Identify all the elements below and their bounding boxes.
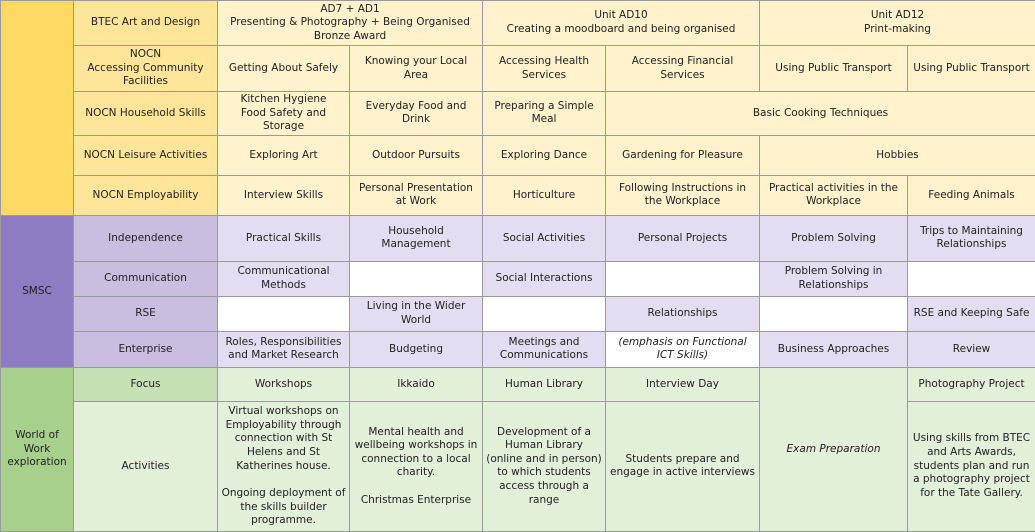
exam-preparation-cell: Exam Preparation bbox=[760, 367, 908, 531]
row-label: NOCN Accessing Community Facilities bbox=[74, 46, 218, 92]
table-cell: Preparing a Simple Meal bbox=[483, 92, 606, 136]
nocn-row bbox=[1, 92, 1035, 136]
table-cell: Problem Solving bbox=[760, 215, 908, 261]
empty-cell bbox=[218, 296, 350, 331]
work-focus-row bbox=[1, 367, 1035, 401]
table-cell: Social Activities bbox=[483, 215, 606, 261]
header-row bbox=[1, 1, 1035, 46]
table-cell: Outdoor Pursuits bbox=[350, 135, 483, 175]
table-cell: Gardening for Pleasure bbox=[606, 135, 760, 175]
empty-cell bbox=[483, 296, 606, 331]
table-cell: Meetings and Communications bbox=[483, 331, 606, 367]
table-cell: Social Interactions bbox=[483, 261, 606, 296]
empty-cell bbox=[350, 261, 483, 296]
smsc-row bbox=[1, 215, 1035, 261]
row-label: Activities bbox=[74, 401, 218, 531]
row-label: Communication bbox=[74, 261, 218, 296]
table-cell: Interview Skills bbox=[218, 175, 350, 215]
table-cell: Using Public Transport bbox=[908, 46, 1035, 92]
table-cell: Household Management bbox=[350, 215, 483, 261]
row-label: RSE bbox=[74, 296, 218, 331]
table-cell: Trips to Maintaining Relationships bbox=[908, 215, 1035, 261]
table-cell: (emphasis on Functional ICT Skills) bbox=[606, 331, 760, 367]
row-label: NOCN Leisure Activities bbox=[74, 135, 218, 175]
table-cell: Basic Cooking Techniques bbox=[606, 92, 1035, 136]
btec-label: BTEC Art and Design bbox=[74, 1, 218, 46]
smsc-row bbox=[1, 261, 1035, 296]
smsc-label: SMSC bbox=[1, 215, 74, 367]
ad7-header: AD7 + AD1 Presenting & Photography + Being Organised Bronze Award bbox=[218, 1, 483, 46]
table-cell: Interview Day bbox=[606, 367, 760, 401]
table-cell: Workshops bbox=[218, 367, 350, 401]
empty-cell bbox=[760, 296, 908, 331]
table-cell: Using Public Transport bbox=[760, 46, 908, 92]
work-label: World of Work exploration bbox=[1, 367, 74, 531]
table-cell: Mental health and wellbeing workshops in connection to a local charity. Christmas Enterprise bbox=[350, 401, 483, 531]
table-cell: Personal Presentation at Work bbox=[350, 175, 483, 215]
ad12-header: Unit AD12 Print-making bbox=[760, 1, 1035, 46]
row-label: Focus bbox=[74, 367, 218, 401]
table-cell: Hobbies bbox=[760, 135, 1035, 175]
table-cell: Virtual workshops on Employability through connection with St Helens and St Katherines house. Ongoing deployment of the skills builder programme. bbox=[218, 401, 350, 531]
table-cell: Using skills from BTEC and Arts Awards, students plan and run a photography project for the Tate Gallery. bbox=[908, 401, 1035, 531]
table-cell: Practical activities in the Workplace bbox=[760, 175, 908, 215]
table-cell: Accessing Health Services bbox=[483, 46, 606, 92]
smsc-row bbox=[1, 296, 1035, 331]
table-cell: RSE and Keeping Safe bbox=[908, 296, 1035, 331]
table-cell: Getting About Safely bbox=[218, 46, 350, 92]
nocn-row bbox=[1, 46, 1035, 92]
row-label: NOCN Employability bbox=[74, 175, 218, 215]
nocn-row bbox=[1, 135, 1035, 175]
smsc-row bbox=[1, 331, 1035, 367]
nocn-band bbox=[1, 1, 74, 216]
table-cell: Living in the Wider World bbox=[350, 296, 483, 331]
row-label: NOCN Household Skills bbox=[74, 92, 218, 136]
table-cell: Accessing Financial Services bbox=[606, 46, 760, 92]
table-cell: Feeding Animals bbox=[908, 175, 1035, 215]
table-cell: Following Instructions in the Workplace bbox=[606, 175, 760, 215]
table-cell: Budgeting bbox=[350, 331, 483, 367]
table-cell: Communicational Methods bbox=[218, 261, 350, 296]
table-cell: Photography Project bbox=[908, 367, 1035, 401]
table-cell: Human Library bbox=[483, 367, 606, 401]
table-cell: Development of a Human Library (online and in person) to which students access through a range bbox=[483, 401, 606, 531]
nocn-row bbox=[1, 175, 1035, 215]
table-cell: Relationships bbox=[606, 296, 760, 331]
table-cell: Review bbox=[908, 331, 1035, 367]
table-cell: Problem Solving in Relationships bbox=[760, 261, 908, 296]
ad10-header: Unit AD10 Creating a moodboard and being organised bbox=[483, 1, 760, 46]
table-cell: Kitchen Hygiene Food Safety and Storage bbox=[218, 92, 350, 136]
table-cell: Ikkaido bbox=[350, 367, 483, 401]
empty-cell bbox=[606, 261, 760, 296]
table-cell: Roles, Responsibilities and Market Research bbox=[218, 331, 350, 367]
table-cell: Personal Projects bbox=[606, 215, 760, 261]
table-cell: Practical Skills bbox=[218, 215, 350, 261]
table-cell: Exploring Art bbox=[218, 135, 350, 175]
empty-cell bbox=[908, 261, 1035, 296]
table-cell: Students prepare and engage in active interviews bbox=[606, 401, 760, 531]
table-cell: Business Approaches bbox=[760, 331, 908, 367]
table-cell: Knowing your Local Area bbox=[350, 46, 483, 92]
row-label: Independence bbox=[74, 215, 218, 261]
table-cell: Everyday Food and Drink bbox=[350, 92, 483, 136]
row-label: Enterprise bbox=[74, 331, 218, 367]
table-cell: Exploring Dance bbox=[483, 135, 606, 175]
table-cell: Horticulture bbox=[483, 175, 606, 215]
